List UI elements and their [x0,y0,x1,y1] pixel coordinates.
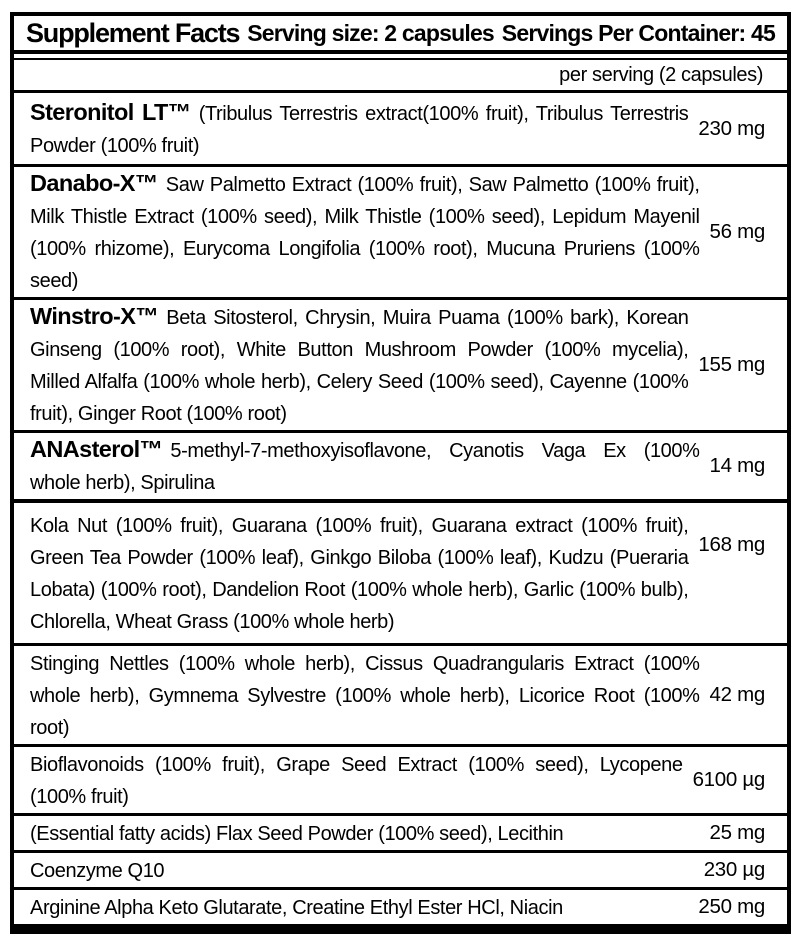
ingredient-amount: 14 mg [709,454,765,477]
ingredient-description: (Essential fatty acids) Flax Seed Powder (100% seed), Lecithin [30,823,564,845]
ingredient-description: Bioflavonoids (100% fruit), Grape Seed Extract (100% seed), Lycopene (100% fruit) [30,754,683,808]
ingredient-description: Saw Palmetto Extract (100% fruit), Saw Palmetto (100% fruit), Milk Thistle Extract (100% seed), Milk Thistle (100% seed), Lepidum Mayenil (100% rhizome), Eurycoma Longifolia (100% root), Mucuna Pruriens (100% seed) [30,174,700,292]
ingredient-description: 5-methyl-7-methoxyisoflavone, Cyanotis Vaga Ex (100% whole herb), Spirulina [30,440,700,494]
ingredient-name: ANAsterol™ [30,436,163,462]
ingredient-row-stinging-nettles-blend [14,643,787,744]
ingredient-text [30,433,710,499]
ingredient-text [30,96,698,162]
ingredient-amount: 230 mg [698,116,765,140]
per-serving-header: per serving (2 capsules) [14,58,787,90]
ingredient-row-coenzyme-q10 [14,850,787,887]
ingredient-description: Arginine Alpha Keto Glutarate, Creatine Ethyl Ester HCl, Niacin [30,897,563,919]
ingredient-name: Danabo-X™ [30,170,158,196]
ingredient-row-danabo [14,164,787,297]
supplement-facts-label [10,12,791,934]
ingredient-text [30,816,710,850]
ingredient-row-anasterol [14,430,787,499]
servings-per-container-text: Servings Per Container: 45 [501,19,775,46]
ingredient-amount: 250 mg [698,895,765,918]
ingredient-row-essential-fatty-acids [14,813,787,850]
ingredient-row-arginine [14,887,787,924]
ingredient-amount: 56 mg [709,220,765,243]
ingredient-name: Steronitol LT™ [30,98,191,125]
serving-size-text: Serving size: 2 capsules [247,19,494,46]
ingredient-row-steronitol [14,90,787,164]
ingredient-name: Winstro-X™ [30,303,159,329]
ingredient-text [30,167,710,297]
label-title: Supplement Facts [26,17,240,48]
ingredient-row-winstro [14,297,787,430]
ingredient-description: Coenzyme Q10 [30,860,165,882]
ingredient-text [30,890,698,924]
ingredient-text [30,300,698,430]
ingredient-row-kola-nut-blend [14,499,787,643]
ingredient-description: Kola Nut (100% fruit), Guarana (100% fruit), Guarana extract (100% fruit), Green Tea Powder (100% leaf), Ginkgo Biloba (100% leaf), Kudzu (Pueraria Lobata) (100% root), Dandelion Root (100% whole herb), Garlic (100% bulb), Chlorella, Wheat Grass (100% whole herb) [30,515,689,633]
ingredient-amount: 25 mg [709,821,765,844]
label-header [14,16,787,54]
ingredient-text [30,646,710,744]
ingredient-description: Stinging Nettles (100% whole herb), Cissus Quadrangularis Extract (100% whole herb), Gymnema Sylvestre (100% whole herb), Licorice Root (100% root) [30,653,700,739]
ingredient-text [30,747,693,813]
ingredient-amount: 230 µg [703,858,765,881]
ingredient-text [30,853,704,887]
ingredient-description: (Tribulus Terrestris extract(100% fruit), Tribulus Terrestris Powder (100% fruit) [30,102,689,157]
ingredient-amount: 155 mg [698,353,765,376]
ingredient-description: Beta Sitosterol, Chrysin, Muira Puama (100% bark), Korean Ginseng (100% root), White Button Mushroom Powder (100% mycelia), Milled Alfalfa (100% whole herb), Celery Seed (100% seed), Cayenne (100% fruit), Ginger Root (100% root) [30,307,689,425]
ingredient-amount: 42 mg [709,683,765,706]
ingredient-amount: 6100 µg [692,768,765,791]
ingredient-amount: 168 mg [698,533,765,556]
ingredient-row-bioflavonoids [14,744,787,813]
ingredient-text [30,508,698,638]
